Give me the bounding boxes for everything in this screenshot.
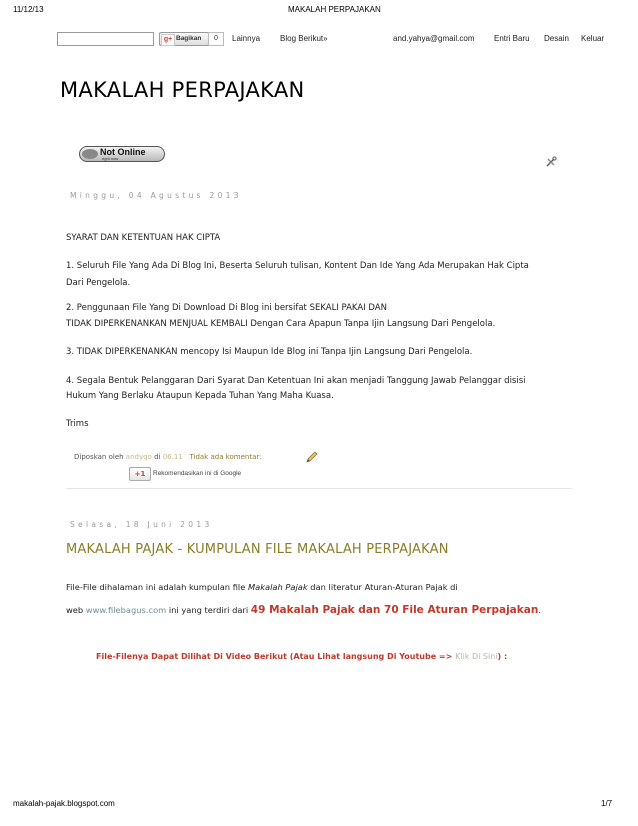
post-date: Selasa, 18 Juni 2013 (70, 520, 213, 529)
video-notice-text: File-Filenya Dapat Dilihat Di Video Berikut (Atau Lihat langsung Di Youtube => (96, 652, 456, 661)
highlight-text: 49 Makalah Pajak dan 70 File Aturan Perpajakan (250, 604, 539, 616)
post-footer (74, 453, 262, 461)
text-emphasis: Makalah Pajak (247, 582, 308, 592)
print-date: 11/12/13 (13, 5, 44, 14)
post-closing: Trims (66, 419, 89, 429)
text-run: ini yang terdiri dari (166, 605, 251, 615)
status-main-text: Not Online (100, 147, 146, 157)
video-notice-end: ) : (497, 652, 508, 661)
post-paragraph (66, 582, 458, 592)
post-heading: SYARAT DAN KETENTUAN HAK CIPTA (66, 233, 221, 243)
post-divider (66, 488, 572, 489)
post-paragraph: TIDAK DIPERKENANKAN MENJUAL KEMBALI Dengan Cara Apapun Tanpa Ijin Langsung Dari Pengelola. (66, 319, 496, 329)
status-sub-text: right now (102, 156, 119, 161)
blog-title[interactable]: MAKALAH PERPAJAKAN (60, 78, 305, 102)
text-run: web (66, 605, 86, 615)
comments-link[interactable]: Tidak ada komentar: (189, 453, 262, 461)
text-run: . (538, 605, 541, 615)
post-date: Minggu, 04 Agustus 2013 (70, 191, 242, 200)
post-paragraph: 2. Penggunaan File Yang Di Download Di Blog ini bersifat SEKALI PAKAI DAN (66, 303, 387, 313)
posted-by-label: Diposkan oleh (74, 453, 124, 461)
post-paragraph: 1. Seluruh File Yang Ada Di Blog Ini, Beserta Seluruh tulisan, Kontent Dan Ide Yang Ada Merupakan Hak Cipta (66, 261, 529, 271)
post-paragraph: 4. Segala Bentuk Pelanggaran Dari Syarat Dan Ketentuan Ini akan menjadi Tanggung Jawab Pelanggar disisi (66, 376, 526, 386)
status-icon (82, 149, 98, 159)
edit-pencil-icon[interactable] (305, 450, 319, 464)
post-time-link[interactable]: 06.11 (162, 453, 183, 461)
share-count: 0 (208, 32, 224, 46)
post-title[interactable]: MAKALAH PAJAK - KUMPULAN FILE MAKALAH PERPAJAKAN (66, 542, 449, 557)
blogger-navbar (0, 27, 638, 51)
plus-one-button[interactable]: +1 (129, 467, 151, 481)
design-link[interactable]: Desain (544, 34, 569, 43)
tools-icon[interactable] (545, 156, 557, 168)
video-notice (96, 652, 507, 661)
share-button[interactable] (159, 32, 209, 46)
status-badge[interactable] (79, 146, 165, 162)
post-paragraph (66, 604, 541, 616)
at-label: di (154, 453, 161, 461)
page-number: 1/7 (601, 799, 613, 808)
search-input[interactable] (57, 32, 154, 46)
recommend-text: Rekomendasikan ini di Google (153, 470, 242, 477)
google-plus-icon: g+ (161, 34, 175, 46)
print-url: makalah-pajak.blogspot.com (13, 799, 115, 808)
post-paragraph: 3. TIDAK DIPERKENANKAN mencopy Isi Maupun Ide Blog ini Tanpa Ijin Langsung Dari Pengelola. (66, 347, 473, 357)
print-title: MAKALAH PERPAJAKAN (288, 5, 381, 14)
text-run: dan literatur Aturan-Aturan Pajak di (307, 582, 458, 592)
new-post-link[interactable]: Entri Baru (494, 34, 530, 43)
filebagus-link[interactable]: www.filebagus.com (85, 605, 167, 615)
text-run: File-File dihalaman ini adalah kumpulan file (66, 582, 248, 592)
post-paragraph: Hukum Yang Berlaku Ataupun Kepada Tuhan Yang Maha Kuasa. (66, 391, 334, 401)
more-link[interactable]: Lainnya (232, 34, 261, 43)
video-link[interactable]: Klik Di Sini (455, 652, 498, 661)
next-blog-link[interactable]: Blog Berikut» (280, 34, 328, 43)
user-email: and.yahya@gmail.com (393, 34, 475, 43)
author-link[interactable]: andyqo (125, 453, 152, 461)
share-label: Bagikan (176, 35, 202, 42)
post-paragraph: Dari Pengelola. (66, 278, 131, 288)
logout-link[interactable]: Keluar (581, 34, 605, 43)
